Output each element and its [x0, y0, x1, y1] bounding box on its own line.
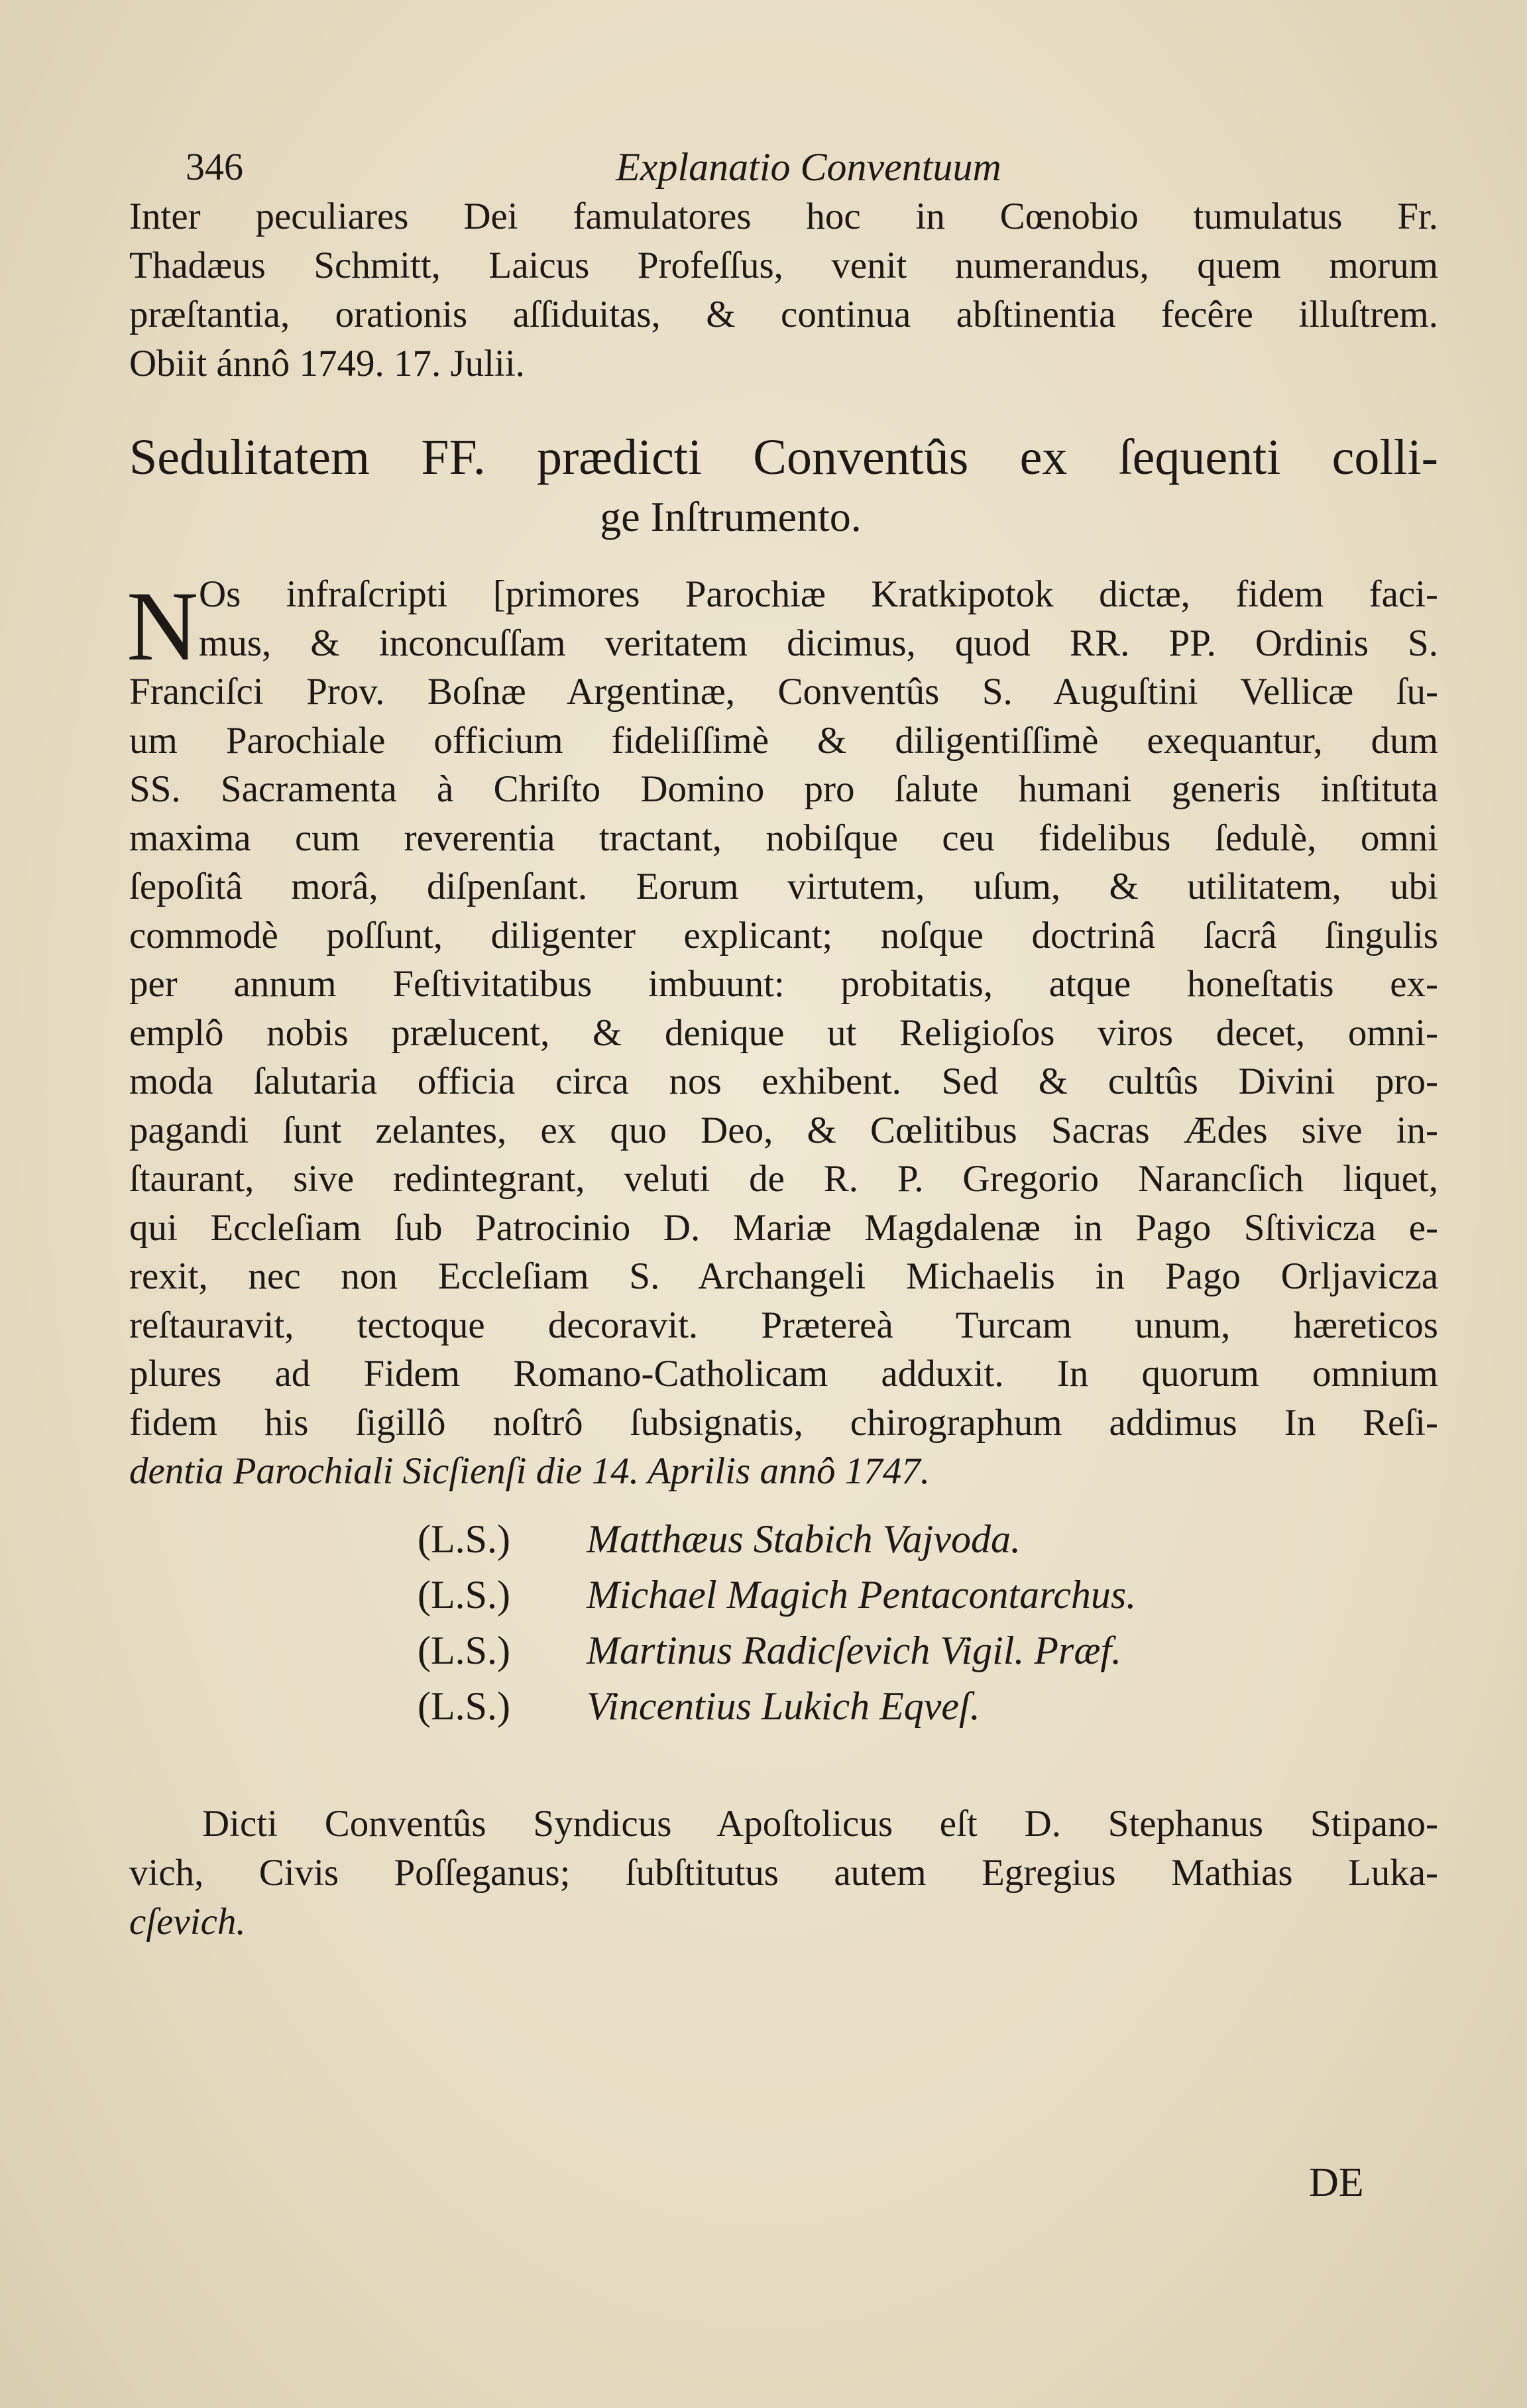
text-line: per annum Feſtivitatibus imbuunt: probitatis, atque honeſtatis ex- [129, 963, 1438, 1005]
text-line: fidem his ſigillô noſtrô ſubsignatis, chirographum addimus In Reſi- [129, 1401, 1438, 1444]
text-line: commodè poſſunt, diligenter explicant; noſque doctrinâ ſacrâ ſingulis [129, 914, 1438, 956]
seal-mark: (L.S.) [418, 1573, 510, 1617]
signatory-name: Matthæus Stabich Vajvoda. [587, 1517, 1021, 1561]
signature-list [418, 1511, 1345, 1734]
text-line: Os infraſcripti [primores Parochiæ Kratkipotok dictæ, fidem faci- [199, 573, 1438, 615]
text-line: Thadæus Schmitt, Laicus Profeſſus, venit numerandus, quem morum [129, 245, 1438, 286]
signature-row [418, 1511, 1345, 1567]
paragraph-instrument [129, 570, 1438, 1496]
text-line: Inter peculiares Dei famulatores hoc in Cœnobio tumulatus Fr. [129, 196, 1438, 237]
text-line: SS. Sacramenta à Chriſto Domino pro ſalute humani generis inſtituta [129, 768, 1438, 810]
text-line: præſtantia, orationis aſſiduitas, & continua abſtinentia fecêre illuſtrem. [129, 294, 1438, 335]
text-line: cſevich. [129, 1901, 246, 1943]
catchword: DE [1309, 2160, 1364, 2205]
running-title: Explanatio Conventuum [616, 145, 1001, 189]
drop-cap: N [127, 571, 199, 681]
seal-mark: (L.S.) [418, 1517, 510, 1561]
text-line: vich, Civis Poſſeganus; ſubſtitutus autem Egregius Mathias Luka- [129, 1852, 1438, 1894]
signature-row [418, 1623, 1345, 1678]
heading-line-1: Sedulitatem FF. prædicti Conventûs ex ſequenti colli- [129, 430, 1438, 485]
text-line: rexit, nec non Eccleſiam S. Archangeli Michaelis in Pago Orljavicza [129, 1255, 1438, 1297]
paragraph-syndicus [129, 1800, 1438, 1947]
section-heading [129, 428, 1438, 547]
seal-mark: (L.S.) [418, 1684, 510, 1728]
text-line: ſtaurant, sive redintegrant, veluti de R. P. Gregorio Narancſich liquet, [129, 1158, 1438, 1200]
text-line: qui Eccleſiam ſub Patrocinio D. Mariæ Magdalenæ in Pago Sſtivicza e- [129, 1206, 1438, 1249]
text-line: plures ad Fidem Romano-Catholicam adduxit. In quorum omnium [129, 1353, 1438, 1395]
text-line: reſtauravit, tectoque decoravit. Prætereà Turcam unum, hæreticos [129, 1304, 1438, 1346]
signatory-name: Michael Magich Pentacontarchus. [587, 1573, 1137, 1617]
text-line: ſepoſitâ morâ, diſpenſant. Eorum virtutem, uſum, & utilitatem, ubi [129, 866, 1438, 907]
heading-line-2: ge Inſtrumento. [600, 493, 862, 540]
text-line: dentia Parochiali Sicſienſi die 14. Aprilis annô 1747. [129, 1450, 930, 1492]
text-line: maxima cum reverentia tractant, nobiſque ceu fidelibus ſedulè, omni [129, 817, 1438, 859]
text-line: Obiit ánnô 1749. 17. Julii. [129, 343, 525, 384]
text-line: Franciſci Prov. Boſnæ Argentinæ, Conventûs S. Auguſtini Vellicæ ſu- [129, 671, 1438, 713]
paragraph-burial-note [129, 192, 1438, 388]
seal-mark: (L.S.) [418, 1629, 510, 1672]
page-number: 346 [186, 145, 243, 188]
text-line: mus, & inconcuſſam veritatem dicimus, quod RR. PP. Ordinis S. [199, 622, 1438, 664]
signatory-name: Vincentius Lukich Eqveſ. [587, 1684, 980, 1728]
text-line: Dicti Conventûs Syndicus Apoſtolicus eſt D. Stephanus Stipano- [202, 1803, 1438, 1845]
signature-row [418, 1567, 1345, 1623]
text-line: pagandi ſunt zelantes, ex quo Deo, & Cœlitibus Sacras Ædes sive in- [129, 1109, 1438, 1151]
page-header [179, 144, 1438, 198]
text-line: emplô nobis prælucent, & denique ut Religioſos viros decet, omni- [129, 1011, 1438, 1054]
signatory-name: Martinus Radicſevich Vigil. Præf. [587, 1629, 1122, 1672]
text-line: um Parochiale officium fideliſſimè & diligentiſſimè exequantur, dum [129, 719, 1438, 762]
signature-row [418, 1678, 1345, 1734]
text-line: moda ſalutaria officia circa nos exhibent. Sed & cultûs Divini pro- [129, 1061, 1438, 1102]
